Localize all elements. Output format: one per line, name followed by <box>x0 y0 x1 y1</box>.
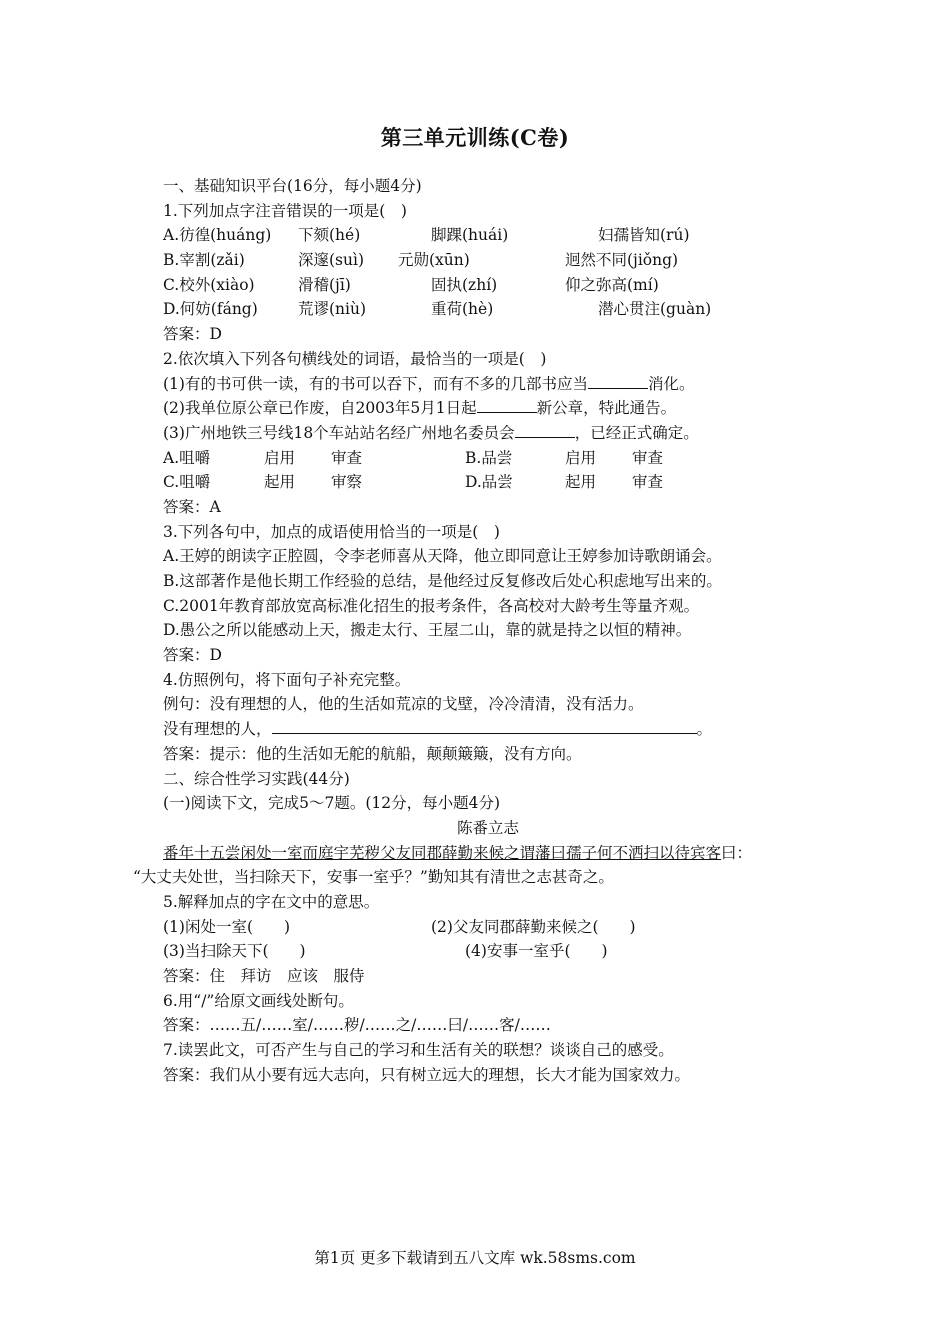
option-item: 迥然不同(jiǒng) <box>565 251 679 270</box>
question-stem: 4.仿照例句，将下面句子补充完整。 <box>163 670 411 689</box>
option-item: 深邃(suì) <box>298 251 364 270</box>
option-item: C.咀嚼 <box>163 473 211 492</box>
option-item: B.宰割(zǎi) <box>163 251 245 270</box>
option-row <box>163 273 813 298</box>
option-row <box>163 470 813 495</box>
sentence-text: (2)我单位原公章已作废，自2003年5月1日起 <box>163 399 477 418</box>
option-row <box>163 446 813 471</box>
fill-blank <box>477 396 537 413</box>
option-item: B.品尝 <box>465 448 513 467</box>
answer-line: 答案：D <box>163 646 222 665</box>
sentence-line <box>163 717 813 742</box>
sentence-text: 。 <box>696 720 713 739</box>
sub-item: (2)父友同郡薛勤来候之( ) <box>431 917 636 936</box>
option-item: 启用 <box>264 448 296 467</box>
example-sentence: 例句：没有理想的人，他的生活如荒凉的戈壁，冷冷清清，没有活力。 <box>163 695 644 714</box>
sentence-line <box>163 396 813 421</box>
question-stem: 5.解释加点的字在文中的意思。 <box>163 892 380 911</box>
sentence-text: ，已经正式确定。 <box>574 423 699 442</box>
section-heading: 二、综合性学习实践(44分) <box>163 769 350 788</box>
option-item: 荒谬(niù) <box>298 300 367 319</box>
sub-item: (4)安事一室乎( ) <box>465 942 608 961</box>
question-stem: 3.下列各句中，加点的成语使用恰当的一项是( ) <box>163 522 500 541</box>
option-line: B.这部著作是他长期工作经验的总结，是他经过反复修改后处心积虑地写出来的。 <box>163 572 722 590</box>
option-item: 下颏(hé) <box>298 226 361 245</box>
option-item: 起用 <box>264 473 296 492</box>
sentence-text: (1)有的书可供一读，有的书可以吞下，而有不多的几部书应当 <box>163 374 588 393</box>
option-item: 潜心贯注(guàn) <box>598 300 712 319</box>
option-row <box>163 223 813 248</box>
passage-line: “大丈夫处世，当扫除天下，安事一室乎？”勤知其有清世之志甚奇之。 <box>133 868 614 887</box>
answer-line: 答案：……五/……室/……秽/……之/……曰/……客/…… <box>163 1016 551 1035</box>
item-row <box>163 939 813 964</box>
option-item: 滑稽(jī) <box>298 275 351 294</box>
answer-line: 答案：提示：他的生活如无舵的航船，颠颠簸簸，没有方向。 <box>163 744 582 763</box>
option-item: D.品尝 <box>465 473 513 492</box>
sentence-text: 消化。 <box>647 374 695 393</box>
option-row <box>163 297 813 322</box>
answer-line: 答案：住 拜访 应该 服侍 <box>163 967 365 985</box>
answer-line: 答案：D <box>163 325 222 344</box>
option-line: A.王婷的朗读字正腔圆，令李老师喜从天降，他立即同意让王婷参加诗歌朗诵会。 <box>163 547 722 566</box>
sentence-line <box>163 421 813 446</box>
question-stem: 2.依次填入下列各句横线处的词语，最恰当的一项是( ) <box>163 349 547 368</box>
option-line: C.2001年教育部放宽高标准化招生的报考条件，各高校对大龄考生等量齐观。 <box>163 596 700 615</box>
passage-line <box>163 841 813 866</box>
option-item: 审查 <box>331 448 363 467</box>
option-item: 重荷(hè) <box>431 300 494 319</box>
page-title: 第三单元训练(C卷) <box>380 125 570 150</box>
document-body <box>133 174 813 1087</box>
option-item: 审察 <box>331 473 363 492</box>
option-item: 审查 <box>632 448 664 467</box>
option-item: 启用 <box>565 448 597 467</box>
sentence-text: 没有理想的人， <box>163 720 272 739</box>
item-row <box>163 915 813 940</box>
fill-blank <box>515 421 575 438</box>
option-item: A.彷徨(huáng) <box>163 226 272 245</box>
question-stem: 1.下列加点字注音错误的一项是( ) <box>163 201 407 220</box>
option-item: D.何妨(fáng) <box>163 300 258 319</box>
sentence-text: (3)广州地铁三号线18个车站站名经广州地名委员会 <box>163 423 515 442</box>
option-item: 审查 <box>632 473 664 492</box>
option-line: D.愚公之所以能感动上天，搬走太行、王屋二山，靠的就是持之以恒的精神。 <box>163 621 692 640</box>
page-footer: 第1页 更多下载请到五八文库 wk.58sms.com <box>314 1249 636 1267</box>
sentence-text: 新公章，特此通告。 <box>536 399 677 418</box>
option-item: 妇孺皆知(rú) <box>598 226 690 245</box>
option-item: 仰之弥高(mí) <box>565 275 659 294</box>
part-heading: (一)阅读下文，完成5～7题。(12分，每小题4分) <box>163 794 500 813</box>
question-stem: 7.读罢此文，可否产生与自己的学习和生活有关的联想？谈谈自己的感受。 <box>163 1041 674 1060</box>
option-item: 起用 <box>565 473 597 492</box>
underlined-passage: 番年十五尝闲处一室而庭宇芜秽父友同郡薛勤来候之谓藩曰孺子何不洒扫以待宾客 <box>163 843 722 862</box>
option-row <box>163 248 813 273</box>
answer-line: 答案：A <box>163 497 221 516</box>
option-item: 元勋(xūn) <box>398 251 470 270</box>
option-item: 固执(zhí) <box>431 275 498 294</box>
section-heading: 一、基础知识平台(16分，每小题4分) <box>163 177 422 195</box>
option-item: A.咀嚼 <box>163 448 211 467</box>
fill-blank <box>272 717 697 734</box>
option-item: 脚踝(huái) <box>431 226 509 245</box>
question-stem: 6.用“/”给原文画线处断句。 <box>163 991 354 1010</box>
option-item: C.校外(xiào) <box>163 275 255 294</box>
answer-line: 答案：我们从小要有远大志向，只有树立远大的理想，长大才能为国家效力。 <box>163 1065 691 1084</box>
sub-item: (1)闲处一室( ) <box>163 917 291 936</box>
sentence-line <box>163 372 813 397</box>
passage-text: 曰： <box>721 843 753 862</box>
sub-item: (3)当扫除天下( ) <box>163 942 306 961</box>
fill-blank <box>588 372 648 389</box>
passage-title: 陈番立志 <box>456 818 519 837</box>
